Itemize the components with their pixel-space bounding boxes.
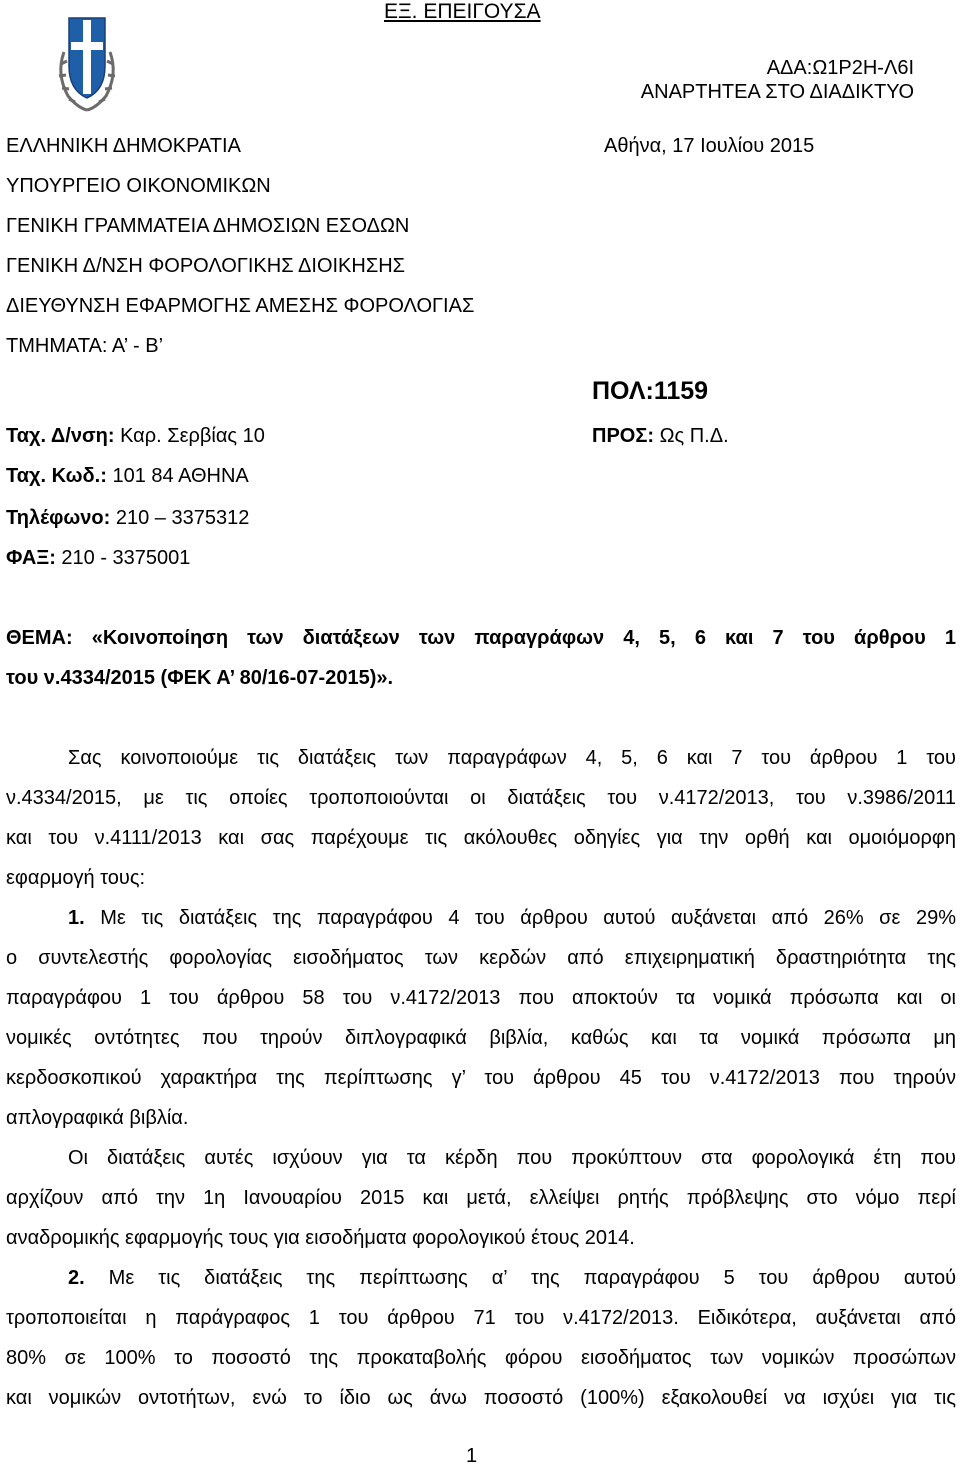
- ada-code: ΑΔΑ:Ω1Ρ2Η-Λ6Ι: [766, 57, 914, 79]
- fax-label: ΦΑΞ:: [6, 547, 56, 569]
- paragraph-2-first-line: [6, 1258, 956, 1298]
- subject-line: ΘΕΜΑ: «Κοινοποίηση των διατάξεων των παραγράφων 4, 5, 6 και 7 του άρθρου 1: [6, 627, 956, 649]
- sender-line: ΕΛΛΗΝΙΚΗ ΔΗΜΟΚΡΑΤΙΑ: [6, 135, 241, 157]
- postcode-line: [6, 464, 249, 488]
- urgent-label: ΕΞ. ΕΠΕΙΓΟΥΣΑ: [384, 0, 541, 23]
- paragraph-1-number: 1.: [68, 907, 85, 929]
- intro-line: ν.4334/2015, με τις οποίες τροποποιούνται οι διατάξεις του ν.4172/2013, του ν.3986/2011: [6, 787, 956, 809]
- paragraph-1b-line: αρχίζουν από την 1η Ιανουαρίου 2015 και μετά, ελλείψει ρητής πρόβλεψης στο νόμο περί: [6, 1187, 956, 1209]
- paragraph-1-first-text: Με τις διατάξεις της παραγράφου 4 του άρθρου αυτού αυξάνεται από 26% σε 29%: [84, 907, 956, 929]
- subject-block: [6, 618, 956, 698]
- paragraph-1-first-line: [6, 898, 956, 938]
- paragraph-1-line: ο συντελεστής φορολογίας εισοδήματος των κερδών από επιχειρηματική δραστηριότητα της: [6, 947, 956, 969]
- address-line: [6, 424, 265, 448]
- page-number: 1: [466, 1445, 478, 1467]
- body-text: [6, 738, 956, 1418]
- fax-line: [6, 546, 190, 570]
- sender-line: ΓΕΝΙΚΗ ΓΡΑΜΜΑΤΕΙΑ ΔΗΜΟΣΙΩΝ ΕΣΟΔΩΝ: [6, 215, 410, 237]
- paragraph-2-line: και νομικών οντοτήτων, ενώ το ίδιο ως άνω ποσοστό (100%) εξακολουθεί να ισχύει για τις: [6, 1387, 956, 1409]
- ada-block: [641, 56, 914, 104]
- greek-coat-of-arms-icon: [52, 12, 122, 112]
- recipient-value: Ως Π.Δ.: [654, 425, 729, 447]
- phone-line: [6, 506, 249, 530]
- publish-note: ΑΝΑΡΤΗΤΕΑ ΣΤΟ ΔΙΑΔΙΚΤΥΟ: [640, 81, 914, 103]
- postcode-label: Ταχ. Κωδ.:: [6, 465, 107, 487]
- phone-label: Τηλέφωνο:: [6, 507, 111, 529]
- phone-value: 210 – 3375312: [110, 507, 250, 529]
- pol-number: ΠΟΛ:1159: [592, 377, 709, 405]
- paragraph-1-line: νομικές οντότητες που τηρούν διπλογραφικά βιβλία, καθώς και τα νομικά πρόσωπα μη: [6, 1027, 956, 1049]
- recipient-label: ΠΡΟΣ:: [592, 425, 655, 447]
- document-date: Αθήνα, 17 Ιουλίου 2015: [604, 135, 815, 157]
- sender-line: ΤΜΗΜΑΤΑ: Α’ - Β’: [6, 335, 164, 357]
- recipient-line: [592, 424, 729, 448]
- sender-line: ΥΠΟΥΡΓΕΙΟ ΟΙΚΟΝΟΜΙΚΩΝ: [6, 175, 271, 197]
- address-label: Ταχ. Δ/νση:: [6, 425, 115, 447]
- address-value: Καρ. Σερβίας 10: [114, 425, 265, 447]
- subject-line: του ν.4334/2015 (ΦΕΚ Α’ 80/16-07-2015)».: [6, 667, 394, 689]
- fax-value: 210 - 3375001: [55, 547, 191, 569]
- intro-line: και του ν.4111/2013 και σας παρέχουμε τις ακόλουθες οδηγίες για την ορθή και ομοιόμορφη: [6, 827, 956, 849]
- paragraph-2-line: 80% σε 100% το ποσοστό της προκαταβολής φόρου εισοδήματος των νομικών προσώπων: [6, 1347, 956, 1369]
- sender-line: ΔΙΕΥΘΥΝΣΗ ΕΦΑΡΜΟΓΗΣ ΑΜΕΣΗΣ ΦΟΡΟΛΟΓΙΑΣ: [6, 295, 475, 317]
- paragraph-2-line: τροποποιείται η παράγραφος 1 του άρθρου 71 του ν.4172/2013. Ειδικότερα, αυξάνεται από: [6, 1307, 956, 1329]
- intro-line: Σας κοινοποιούμε τις διατάξεις των παραγράφων 4, 5, 6 και 7 του άρθρου 1 του: [68, 747, 956, 769]
- paragraph-1-line: παραγράφου 1 του άρθρου 58 του ν.4172/2013 που αποκτούν τα νομικά πρόσωπα και οι: [6, 987, 956, 1009]
- paragraph-1b-line: Οι διατάξεις αυτές ισχύουν για τα κέρδη που προκύπτουν στα φορολογικά έτη που: [68, 1147, 956, 1169]
- sender-line: ΓΕΝΙΚΗ Δ/ΝΣΗ ΦΟΡΟΛΟΓΙΚΗΣ ΔΙΟΙΚΗΣΗΣ: [6, 255, 406, 277]
- paragraph-1b-line: αναδρομικής εφαρμογής τους για εισοδήματα φορολογικού έτους 2014.: [6, 1227, 635, 1249]
- paragraph-2-first-text: Με τις διατάξεις της περίπτωσης α’ της παραγράφου 5 του άρθρου αυτού: [84, 1267, 956, 1289]
- postcode-value: 101 84 ΑΘΗΝΑ: [106, 465, 249, 487]
- paragraph-2-number: 2.: [68, 1267, 85, 1289]
- intro-line: εφαρμογή τους:: [6, 867, 146, 889]
- paragraph-1-line: κερδοσκοπικού χαρακτήρα της περίπτωσης γ’ του άρθρου 45 του ν.4172/2013 που τηρούν: [6, 1067, 956, 1089]
- paragraph-1-line: απλογραφικά βιβλία.: [6, 1107, 189, 1129]
